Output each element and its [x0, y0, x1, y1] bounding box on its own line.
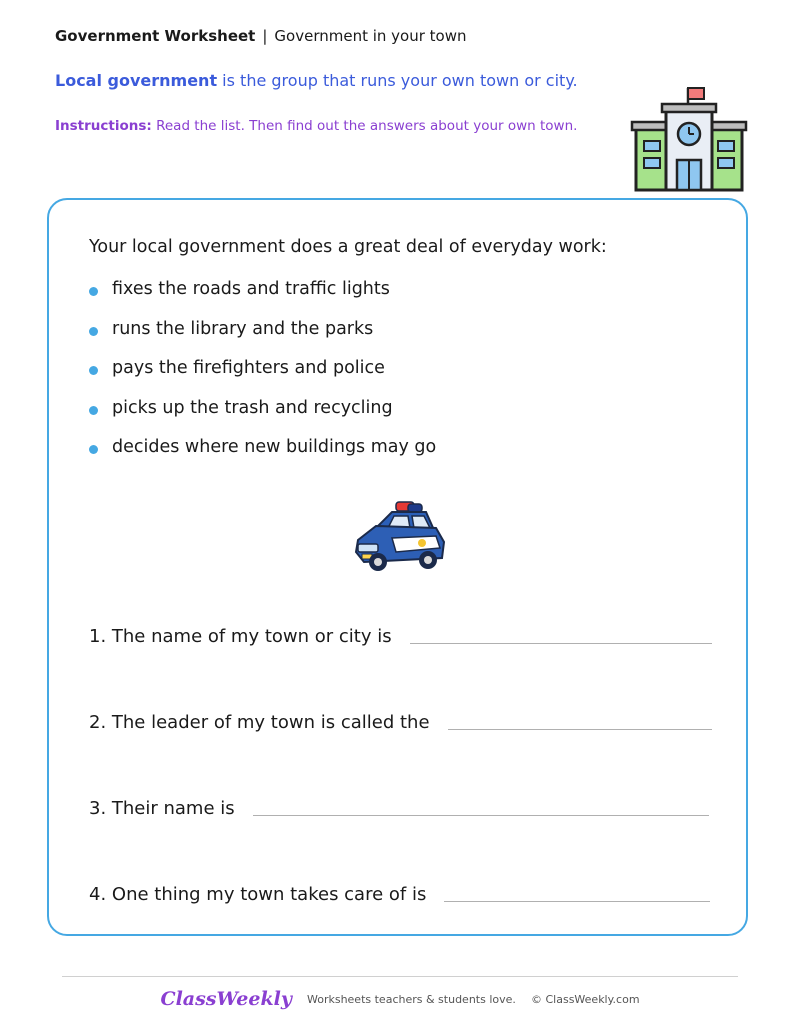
question-3	[89, 791, 709, 819]
intro-term: Local government	[55, 71, 218, 90]
worksheet-subtitle: Government in your town	[274, 27, 467, 45]
box-lead-text: Your local government does a great deal of everyday work:	[89, 237, 607, 257]
answer-line[interactable]	[410, 642, 712, 644]
bullet-dot-icon	[89, 406, 98, 415]
list-item: picks up the trash and recycling	[89, 398, 436, 438]
list-item: runs the library and the parks	[89, 319, 436, 359]
list-item: fixes the roads and traffic lights	[89, 279, 436, 319]
instructions-label: Instructions:	[55, 118, 152, 134]
question-1	[89, 619, 712, 647]
intro-definition	[55, 71, 578, 90]
list-item: pays the firefighters and police	[89, 358, 436, 398]
worksheet-title: Government Worksheet	[55, 27, 256, 45]
intro-text: is the group that runs your own town or city.	[217, 71, 578, 90]
bullet-dot-icon	[89, 445, 98, 454]
header-separator: |	[262, 27, 268, 45]
instructions-text: Read the list. Then find out the answers about your own town.	[151, 118, 578, 134]
question-text: 2. The leader of my town is called the	[89, 712, 430, 733]
instructions	[55, 118, 577, 134]
question-4	[89, 877, 710, 905]
footer-copyright: © ClassWeekly.com	[530, 992, 640, 1006]
footer-tagline: Worksheets teachers & students love.	[306, 992, 516, 1006]
bullet-dot-icon	[89, 366, 98, 375]
question-text: 4. One thing my town takes care of is	[89, 884, 427, 905]
answer-line[interactable]	[444, 900, 710, 902]
worksheet-header	[55, 27, 467, 45]
police-car-icon	[352, 496, 448, 580]
list-item: decides where new buildings may go	[89, 437, 436, 477]
question-text: 1. The name of my town or city is	[89, 626, 392, 647]
answer-line[interactable]	[253, 814, 709, 816]
bullet-dot-icon	[89, 287, 98, 296]
brand-logo: ClassWeekly	[160, 988, 292, 1010]
footer-divider	[62, 976, 738, 977]
town-hall-icon	[630, 84, 748, 194]
footer	[0, 988, 800, 1010]
answer-line[interactable]	[448, 728, 712, 730]
bullet-dot-icon	[89, 327, 98, 336]
duties-list	[89, 279, 436, 477]
question-text: 3. Their name is	[89, 798, 235, 819]
question-2	[89, 705, 712, 733]
